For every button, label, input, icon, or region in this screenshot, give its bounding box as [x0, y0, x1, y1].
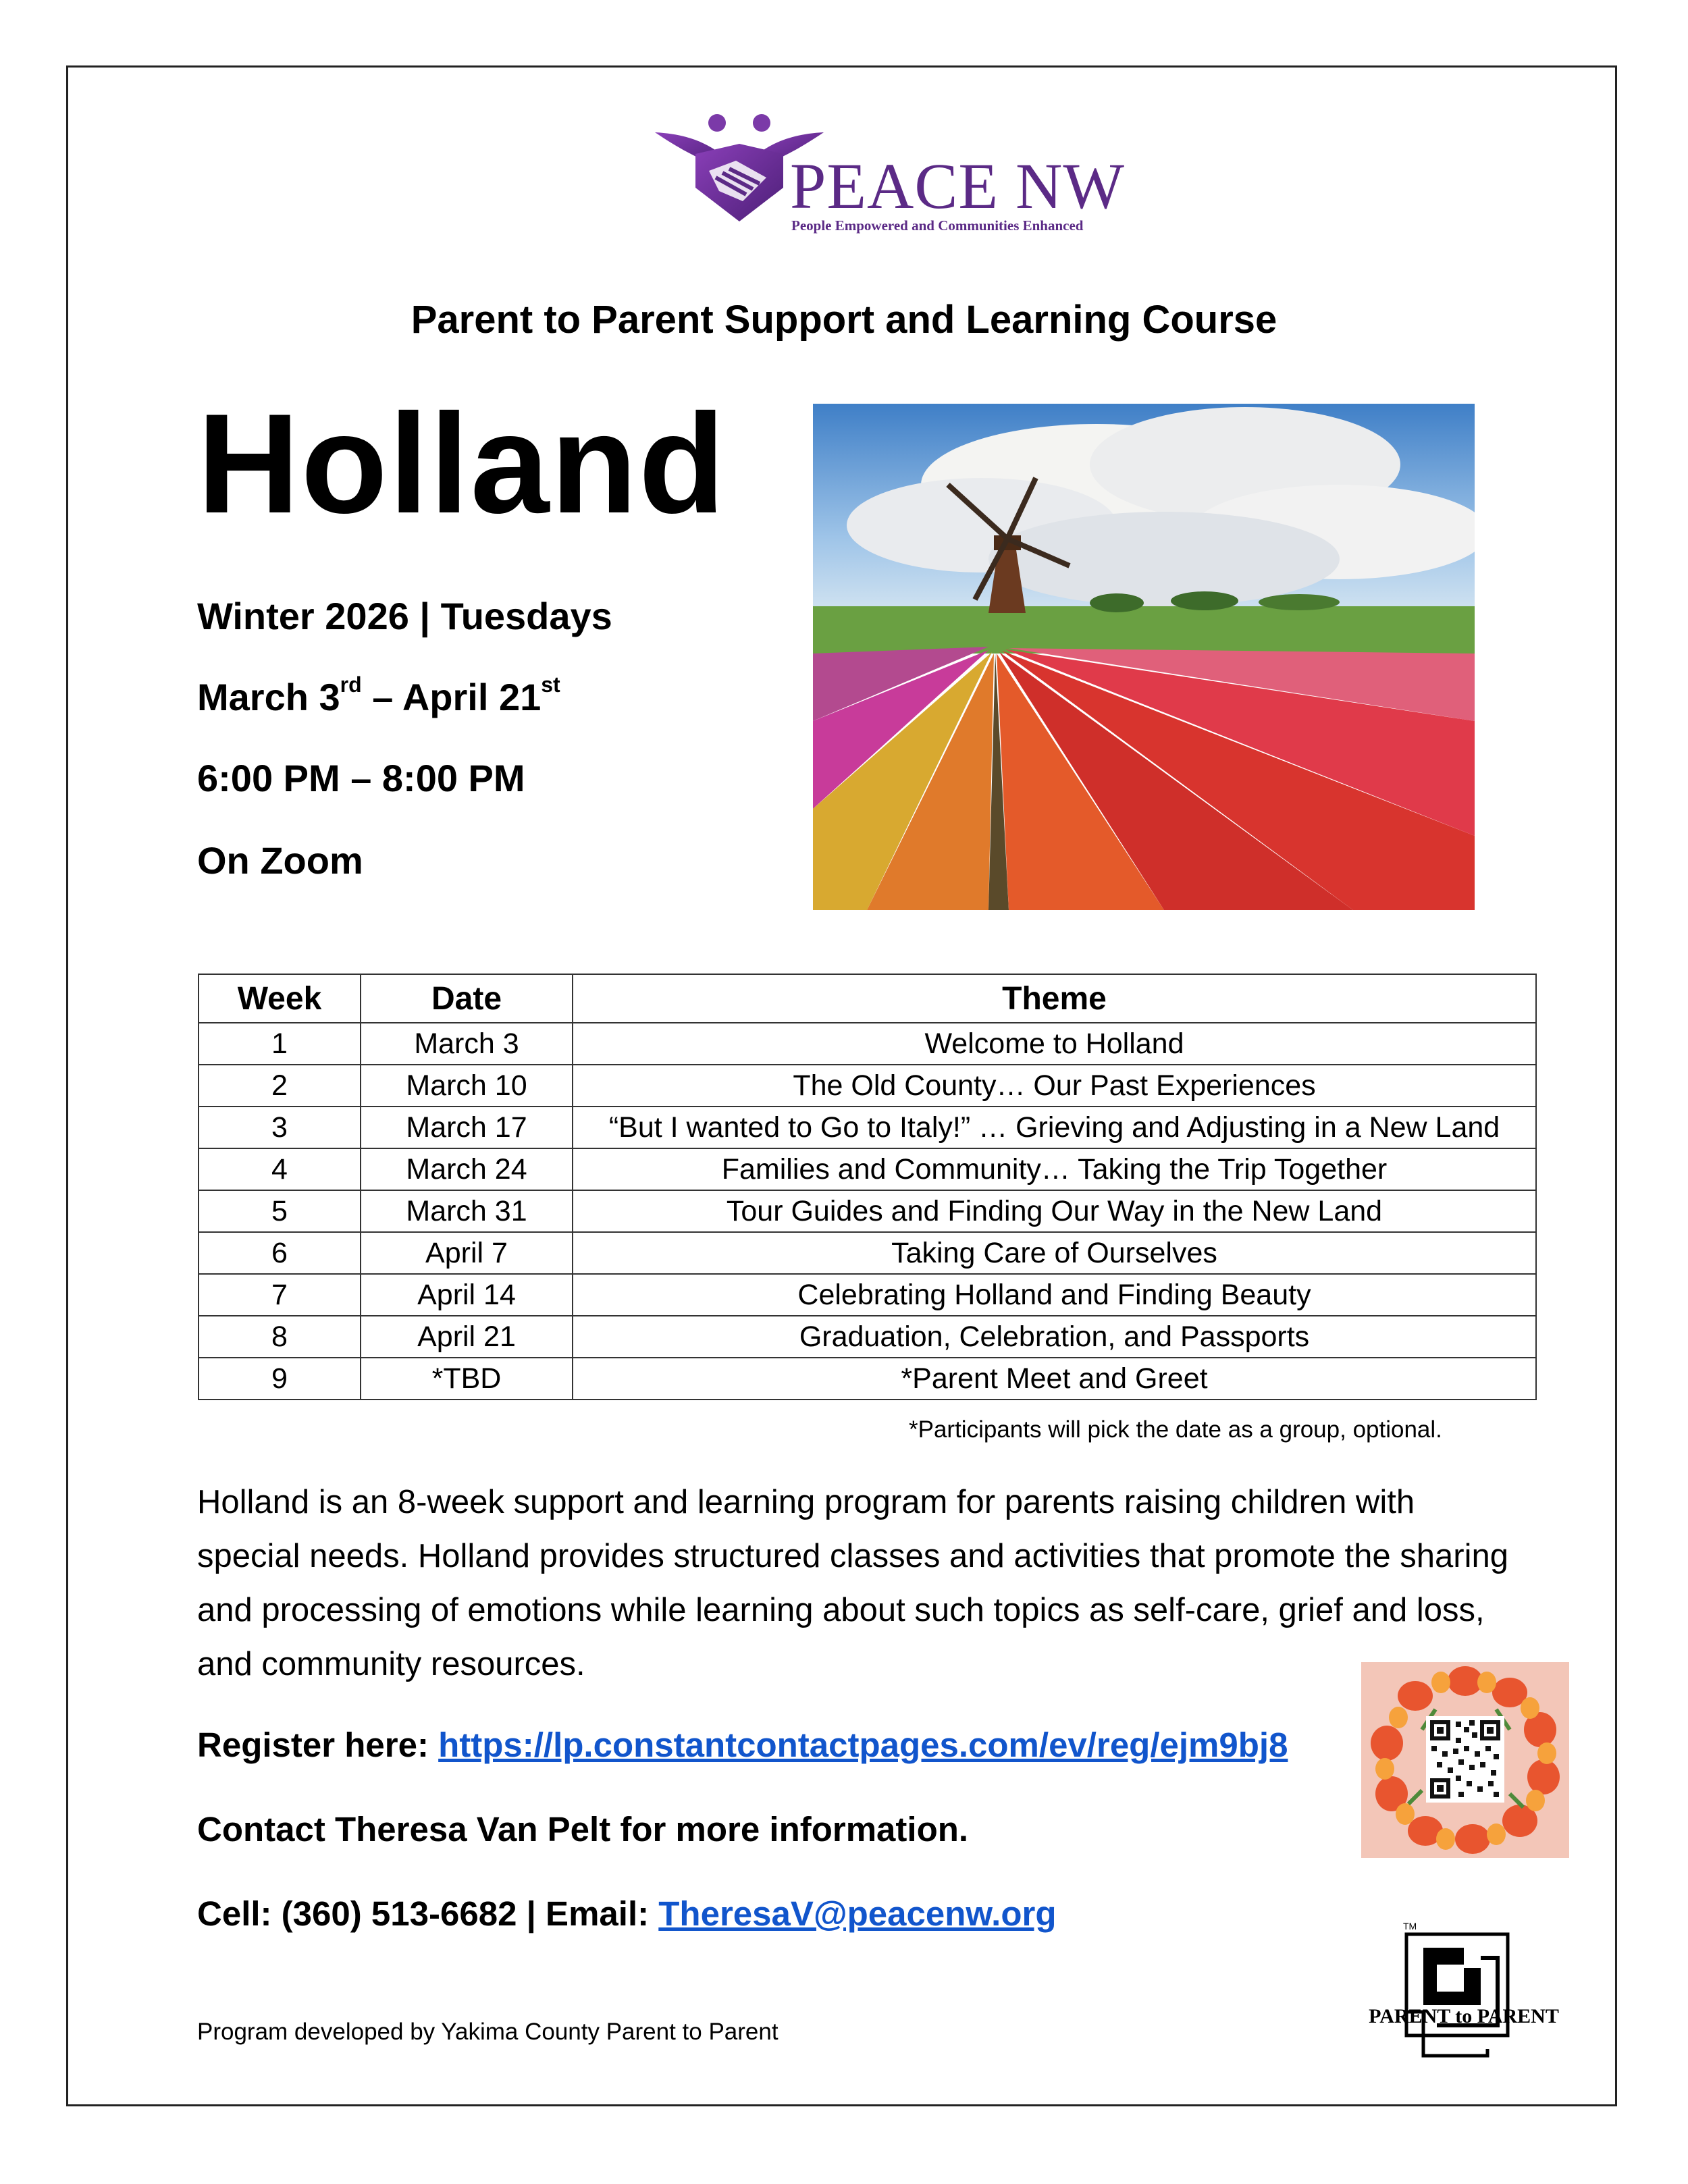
program-credit: Program developed by Yakima County Parent to Parent [197, 2019, 779, 2045]
week-cell: 5 [199, 1190, 361, 1232]
header-week: Week [199, 974, 361, 1023]
date-cell: April 7 [361, 1232, 573, 1274]
header-theme: Theme [573, 974, 1536, 1023]
register-line [197, 1725, 1288, 1765]
table-row [199, 1358, 1536, 1400]
date-cell: April 21 [361, 1316, 573, 1358]
week-cell: 4 [199, 1148, 361, 1190]
table-row [199, 1065, 1536, 1107]
theme-cell: Celebrating Holland and Finding Beauty [573, 1274, 1536, 1316]
trademark-mark: TM [1403, 1921, 1417, 1932]
theme-cell: Welcome to Holland [573, 1023, 1536, 1065]
course-title: Parent to Parent Support and Learning Course [411, 298, 1277, 342]
table-footnote: *Participants will pick the date as a group, optional. [909, 1416, 1442, 1443]
table-row [199, 1274, 1536, 1316]
date-cell: March 24 [361, 1148, 573, 1190]
contact-line: Contact Theresa Van Pelt for more information. [197, 1810, 969, 1848]
parent-to-parent-logo [1363, 1917, 1565, 2062]
theme-cell: Families and Community… Taking the Trip Together [573, 1148, 1536, 1190]
register-link[interactable]: https://lp.constantcontactpages.com/ev/reg/ejm9bj8 [438, 1726, 1288, 1764]
table-row [199, 1107, 1536, 1148]
week-cell: 2 [199, 1065, 361, 1107]
theme-cell: Taking Care of Ourselves [573, 1232, 1536, 1274]
cell-email-line [197, 1894, 1057, 1934]
date-cell: *TBD [361, 1358, 573, 1400]
date-cell: April 14 [361, 1274, 573, 1316]
date-cell: March 3 [361, 1023, 573, 1065]
program-description: Holland is an 8-week support and learning program for parents raising children with special needs. Holland provides structured classes and activities that promote the sharing and processing of emotions while learning about such topics as self-care, grief and loss, and community resources. [197, 1484, 1508, 1682]
qr-code-tulip-wreath [1361, 1662, 1569, 1858]
season-line: Winter 2026 | Tuesdays [197, 595, 612, 637]
date-start-suffix: rd [340, 672, 362, 697]
theme-cell: Graduation, Celebration, and Passports [573, 1316, 1536, 1358]
week-cell: 8 [199, 1316, 361, 1358]
week-cell: 1 [199, 1023, 361, 1065]
table-row [199, 1316, 1536, 1358]
table-row [199, 1190, 1536, 1232]
schedule-table [198, 974, 1537, 1400]
logo-tagline: People Empowered and Communities Enhanced [791, 217, 1084, 234]
location-line: On Zoom [197, 839, 363, 882]
theme-cell: *Parent Meet and Greet [573, 1358, 1536, 1400]
table-row [199, 1148, 1536, 1190]
table-row [199, 1232, 1536, 1274]
time-line: 6:00 PM – 8:00 PM [197, 757, 525, 799]
week-cell: 7 [199, 1274, 361, 1316]
date-end-suffix: st [541, 672, 560, 697]
week-cell: 9 [199, 1358, 361, 1400]
theme-cell: “But I wanted to Go to Italy!” … Grieving and Adjusting in a New Land [573, 1107, 1536, 1148]
date-cell: March 17 [361, 1107, 573, 1148]
date-cell: March 10 [361, 1065, 573, 1107]
date-end: – April 21 [361, 676, 542, 718]
logo-wordmark: PEACE NW [790, 150, 1125, 222]
theme-cell: The Old County… Our Past Experiences [573, 1065, 1536, 1107]
date-cell: March 31 [361, 1190, 573, 1232]
parent-to-parent-wordmark: PARENT to PARENT [1369, 2005, 1559, 2027]
register-label: Register here: [197, 1726, 429, 1764]
windmill-tulip-photo [813, 404, 1475, 910]
theme-cell: Tour Guides and Finding Our Way in the New Land [573, 1190, 1536, 1232]
week-cell: 3 [199, 1107, 361, 1148]
page-title: Holland [197, 384, 727, 543]
table-header-row [199, 974, 1536, 1023]
email-link[interactable]: TheresaV@peacenw.org [658, 1894, 1057, 1933]
week-cell: 6 [199, 1232, 361, 1274]
date-start: March 3 [197, 676, 340, 718]
date-range [197, 672, 560, 719]
table-row [199, 1023, 1536, 1065]
header-date: Date [361, 974, 573, 1023]
cell-phone: Cell: (360) 513-6682 | Email: [197, 1894, 659, 1933]
